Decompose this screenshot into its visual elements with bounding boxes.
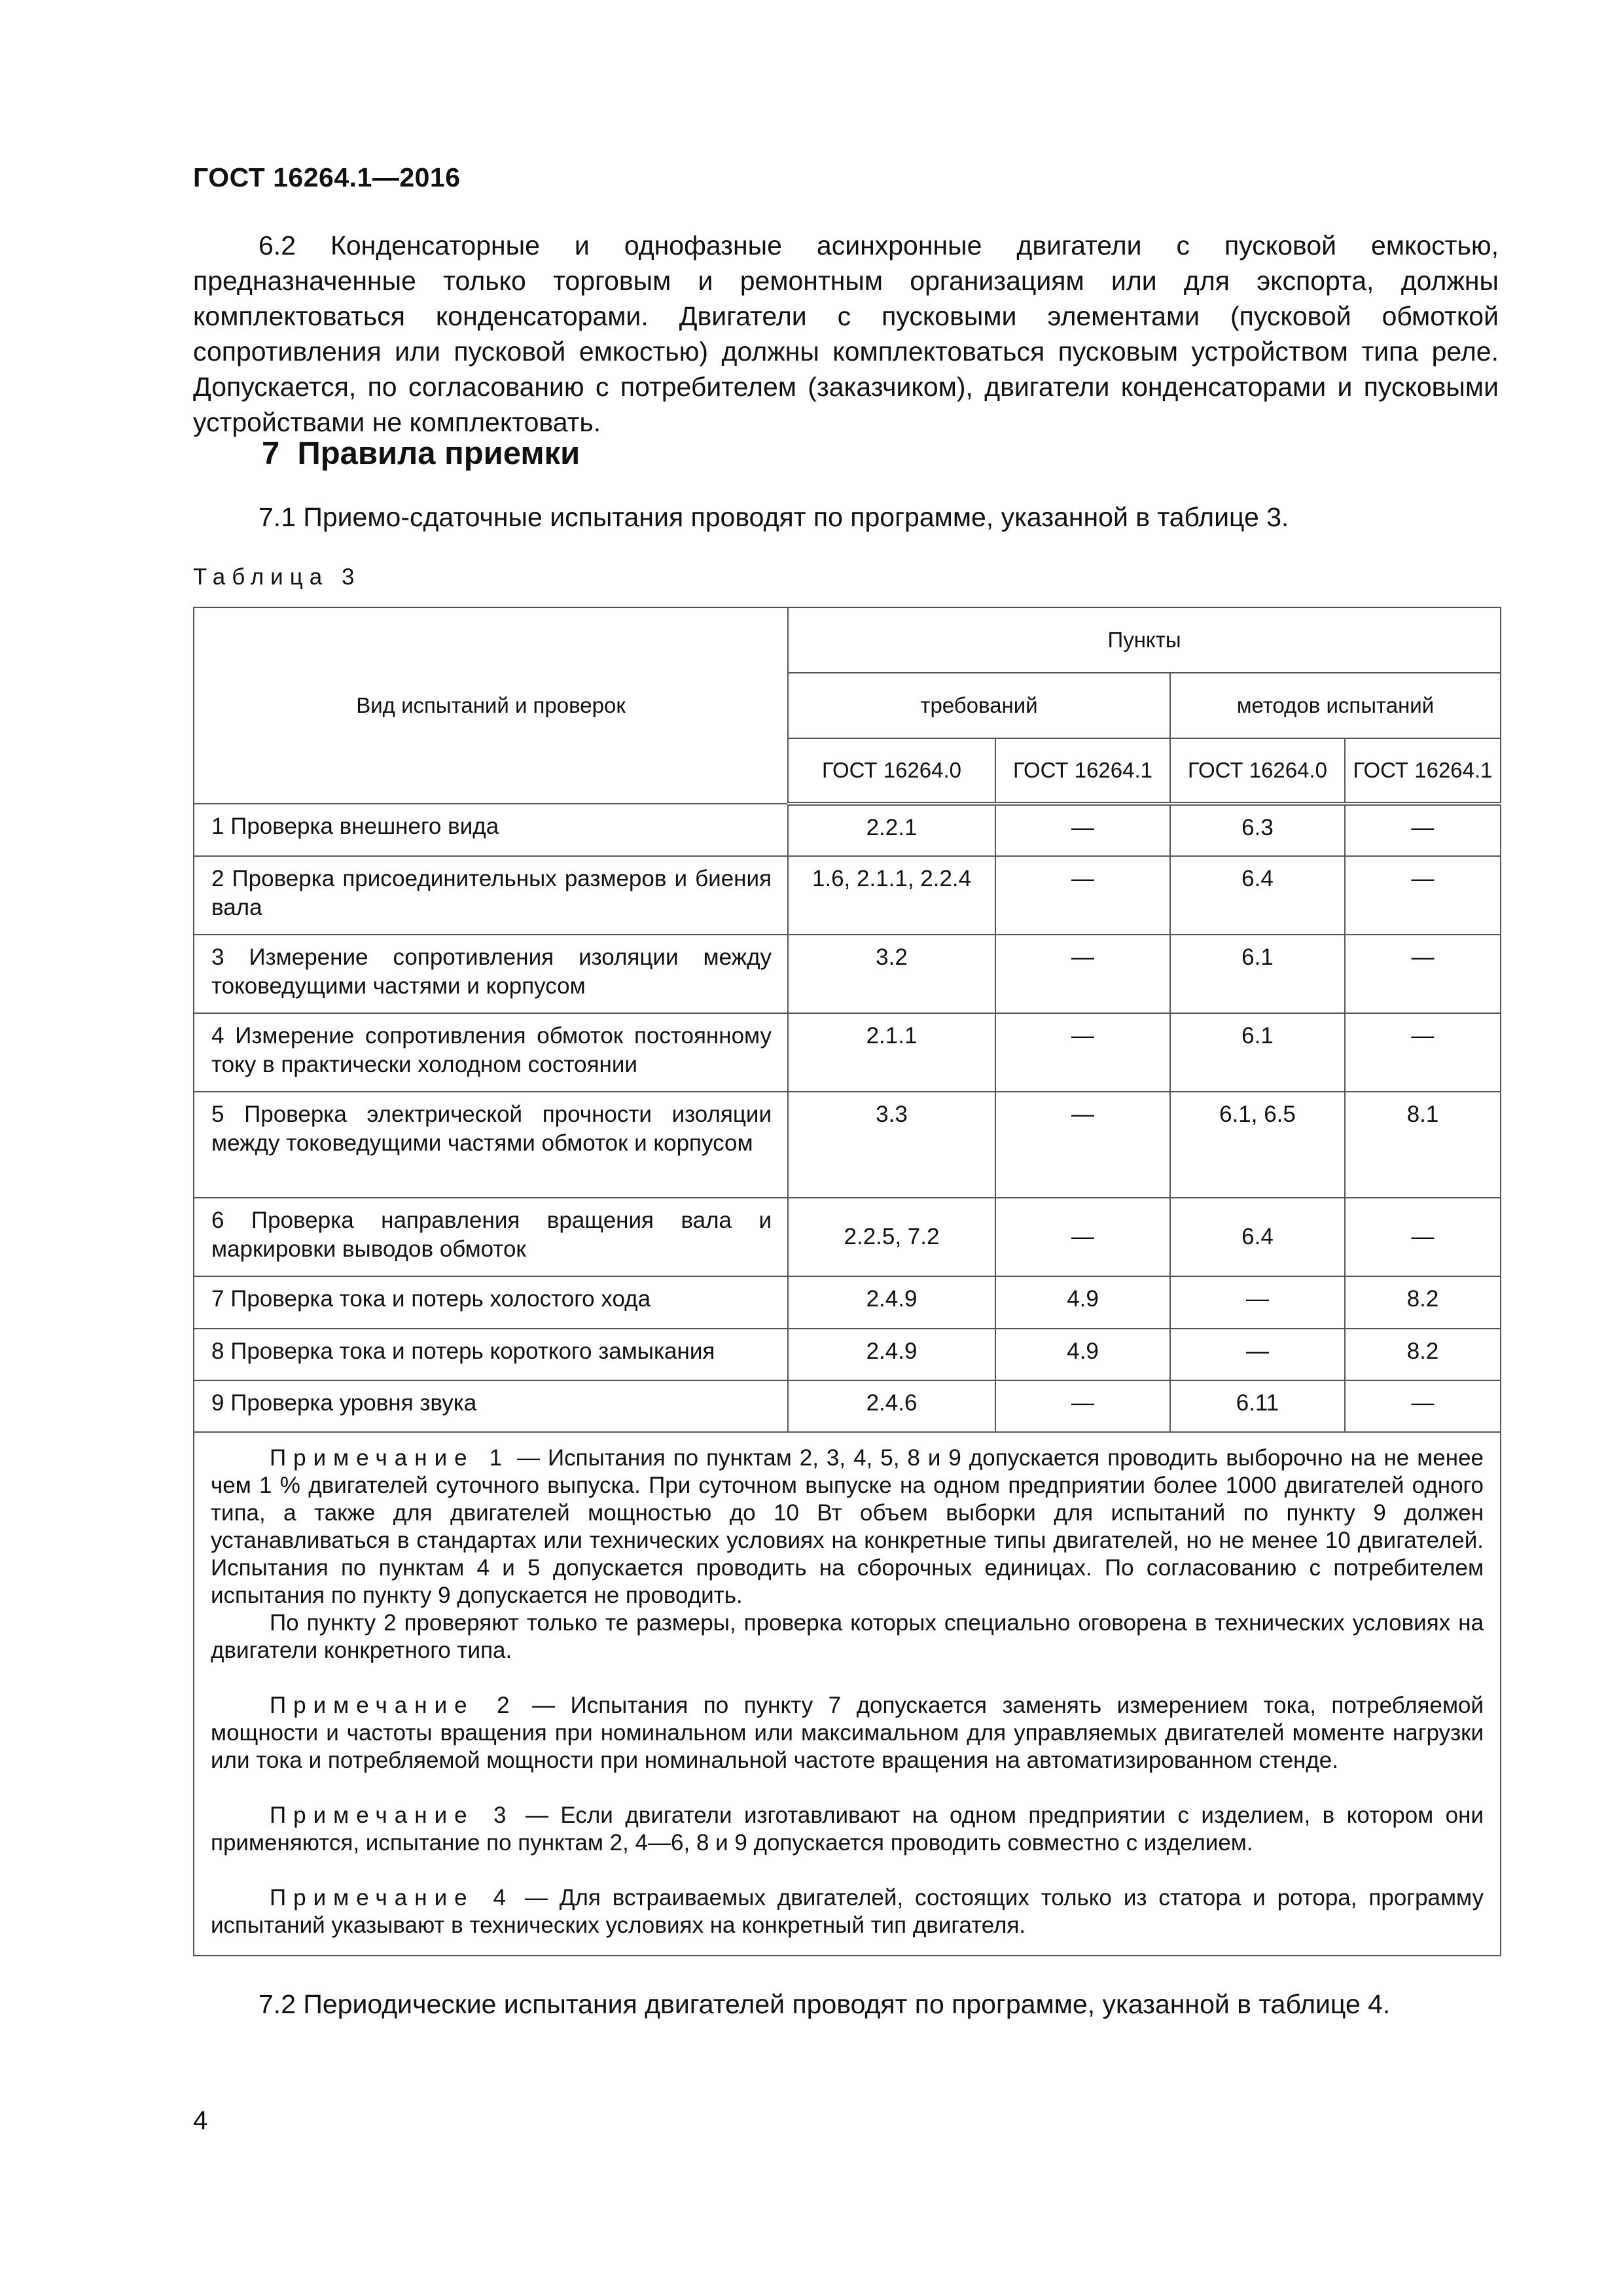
row-met-std1: — <box>1345 1198 1501 1276</box>
row-test-name: 6 Проверка направления вращения вала и маркировки выводов обмоток <box>194 1198 788 1276</box>
row-met-std1: 8.2 <box>1345 1276 1501 1329</box>
table-notes-row <box>194 1432 1501 1956</box>
row-req-std0: 2.4.6 <box>788 1380 995 1432</box>
row-req-std0: 2.2.5, 7.2 <box>788 1198 995 1276</box>
row-test-name: 4 Измерение сопротивления обмоток постоянному току в практически холодном состоянии <box>194 1013 788 1092</box>
row-test-name: 5 Проверка электрической прочности изоляции между токоведущими частями обмоток и корпусом <box>194 1092 788 1198</box>
row-test-name: 2 Проверка присоединительных размеров и биения вала <box>194 856 788 935</box>
paragraph-7-1: 7.1 Приемо-сдаточные испытания проводят по программе, указанной в таблице 3. <box>259 502 1289 532</box>
note-3-text: — Если двигатели изготавливают на одном предприятии с изделием, в котором они применяются, испытание по пунктам 2, 4—6, 8 и 9 допускается проводить совместно с изделием. <box>211 1803 1484 1856</box>
row-met-std0: 6.11 <box>1170 1380 1345 1432</box>
table-row <box>194 1380 1501 1432</box>
row-test-name: 7 Проверка тока и потерь холостого хода <box>194 1276 788 1329</box>
note-1 <box>211 1444 1484 1609</box>
note-4 <box>211 1884 1484 1939</box>
header-methods: методов испытаний <box>1170 673 1501 738</box>
note-2-text: — Испытания по пункту 7 допускается заменять измерением тока, потребляемой мощности и частоты вращения при номинальном или максимальном для управляемых двигателей моменте нагрузки или тока и потребляемой мощности при номинальной частоте вращения на автоматизированном стенде. <box>211 1693 1484 1773</box>
paragraph-6-2: 6.2 Конденсаторные и однофазные асинхронные двигатели с пусковой емкостью, предназначенные только торговым и ремонтным организациям или для экспорта, должны комплектоваться конденсаторами. Двигатели с пусковыми элементами (пусковой обмоткой сопротивления или пусковой емкостью) должны комплектоваться пусковым устройством типа реле. Допускается, по согласованию с потребителем (заказчиком), двигатели конденсаторами и пусковыми устройствами не комплектовать. <box>193 230 1499 437</box>
section-7-heading <box>262 435 580 472</box>
header-met-std0: ГОСТ 16264.0 <box>1170 738 1345 804</box>
note-1-continued: По пункту 2 проверяют только те размеры, проверка которых специально оговорена в технических условиях на двигатели конкретного типа. <box>211 1610 1484 1663</box>
paragraph-7-2: 7.2 Периодические испытания двигателей проводят по программе, указанной в таблице 4. <box>259 1989 1391 2019</box>
row-met-std1: — <box>1345 1013 1501 1092</box>
row-req-std1: — <box>995 804 1170 856</box>
note-1-text: — Испытания по пунктам 2, 3, 4, 5, 8 и 9 допускается проводить выборочно на не менее чем 1 % двигателей суточного выпуска. При суточном выпуске на одном предприятии более 1000 двигателей одного типа, а также для двигателей мощностью до 10 Вт объем выборки для испытаний по пункту 9 должен устанавливаться в стандартах или технических условиях на конкретные типы двигателей, но не менее 10 двигателей. Испытания по пунктам 4 и 5 допускается проводить на сборочных единицах. По согласованию с потребителем испытания по пункту 9 допускается не проводить. <box>211 1445 1484 1608</box>
row-req-std1: — <box>995 935 1170 1013</box>
note-3 <box>211 1802 1484 1857</box>
table-row <box>194 1092 1501 1198</box>
table-3-caption: Таблица 3 <box>193 564 361 590</box>
row-met-std0: 6.3 <box>1170 804 1345 856</box>
note-1-label: Примечание 1 <box>270 1445 510 1471</box>
row-req-std0: 2.2.1 <box>788 804 995 856</box>
table-row <box>194 935 1501 1013</box>
header-req-std0: ГОСТ 16264.0 <box>788 738 995 804</box>
section-number: 7 <box>262 436 280 471</box>
page-number: 4 <box>193 2106 208 2135</box>
row-req-std0: 2.4.9 <box>788 1329 995 1380</box>
row-req-std0: 2.4.9 <box>788 1276 995 1329</box>
row-met-std1: — <box>1345 856 1501 935</box>
row-req-std1: — <box>995 856 1170 935</box>
row-req-std1: — <box>995 1198 1170 1276</box>
row-req-std1: — <box>995 1092 1170 1198</box>
note-2-label: Примечание 2 <box>270 1693 517 1718</box>
row-met-std0: 6.1 <box>1170 1013 1345 1092</box>
header-met-std1: ГОСТ 16264.1 <box>1345 738 1501 804</box>
row-met-std0: 6.4 <box>1170 856 1345 935</box>
row-req-std1: 4.9 <box>995 1276 1170 1329</box>
table-row <box>194 1329 1501 1380</box>
document-header-id: ГОСТ 16264.1—2016 <box>193 162 461 192</box>
table-row <box>194 804 1501 856</box>
section-title: Правила приемки <box>297 436 580 471</box>
row-req-std1: — <box>995 1380 1170 1432</box>
table-row <box>194 1276 1501 1329</box>
row-met-std1: 8.2 <box>1345 1329 1501 1380</box>
row-met-std1: 8.1 <box>1345 1092 1501 1198</box>
note-4-text: — Для встраиваемых двигателей, состоящих только из статора и ротора, программу испытаний указывают в технических условиях на конкретный тип двигателя. <box>211 1885 1484 1938</box>
row-met-std0: 6.1, 6.5 <box>1170 1092 1345 1198</box>
row-req-std0: 1.6, 2.1.1, 2.2.4 <box>788 856 995 935</box>
header-requirements: требований <box>788 673 1170 738</box>
table-3 <box>193 607 1501 1956</box>
row-test-name: 9 Проверка уровня звука <box>194 1380 788 1432</box>
row-met-std1: — <box>1345 804 1501 856</box>
note-4-label: Примечание 4 <box>270 1885 513 1910</box>
row-req-std1: 4.9 <box>995 1329 1170 1380</box>
row-req-std0: 3.2 <box>788 935 995 1013</box>
table-row <box>194 856 1501 935</box>
table-notes <box>194 1432 1501 1956</box>
row-met-std1: — <box>1345 935 1501 1013</box>
row-met-std0: — <box>1170 1276 1345 1329</box>
row-met-std1: — <box>1345 1380 1501 1432</box>
row-met-std0: 6.1 <box>1170 935 1345 1013</box>
row-req-std1: — <box>995 1013 1170 1092</box>
row-test-name: 8 Проверка тока и потерь короткого замыкания <box>194 1329 788 1380</box>
note-3-label: Примечание 3 <box>270 1803 514 1828</box>
row-met-std0: 6.4 <box>1170 1198 1345 1276</box>
row-req-std0: 2.1.1 <box>788 1013 995 1092</box>
row-req-std0: 3.3 <box>788 1092 995 1198</box>
header-req-std1: ГОСТ 16264.1 <box>995 738 1170 804</box>
note-2 <box>211 1692 1484 1774</box>
row-test-name: 3 Измерение сопротивления изоляции между токоведущими частями и корпусом <box>194 935 788 1013</box>
row-test-name: 1 Проверка внешнего вида <box>194 804 788 856</box>
table-row <box>194 1198 1501 1276</box>
table-row <box>194 1013 1501 1092</box>
header-test-type: Вид испытаний и проверок <box>194 607 788 804</box>
header-points: Пункты <box>788 607 1501 673</box>
row-met-std0: — <box>1170 1329 1345 1380</box>
